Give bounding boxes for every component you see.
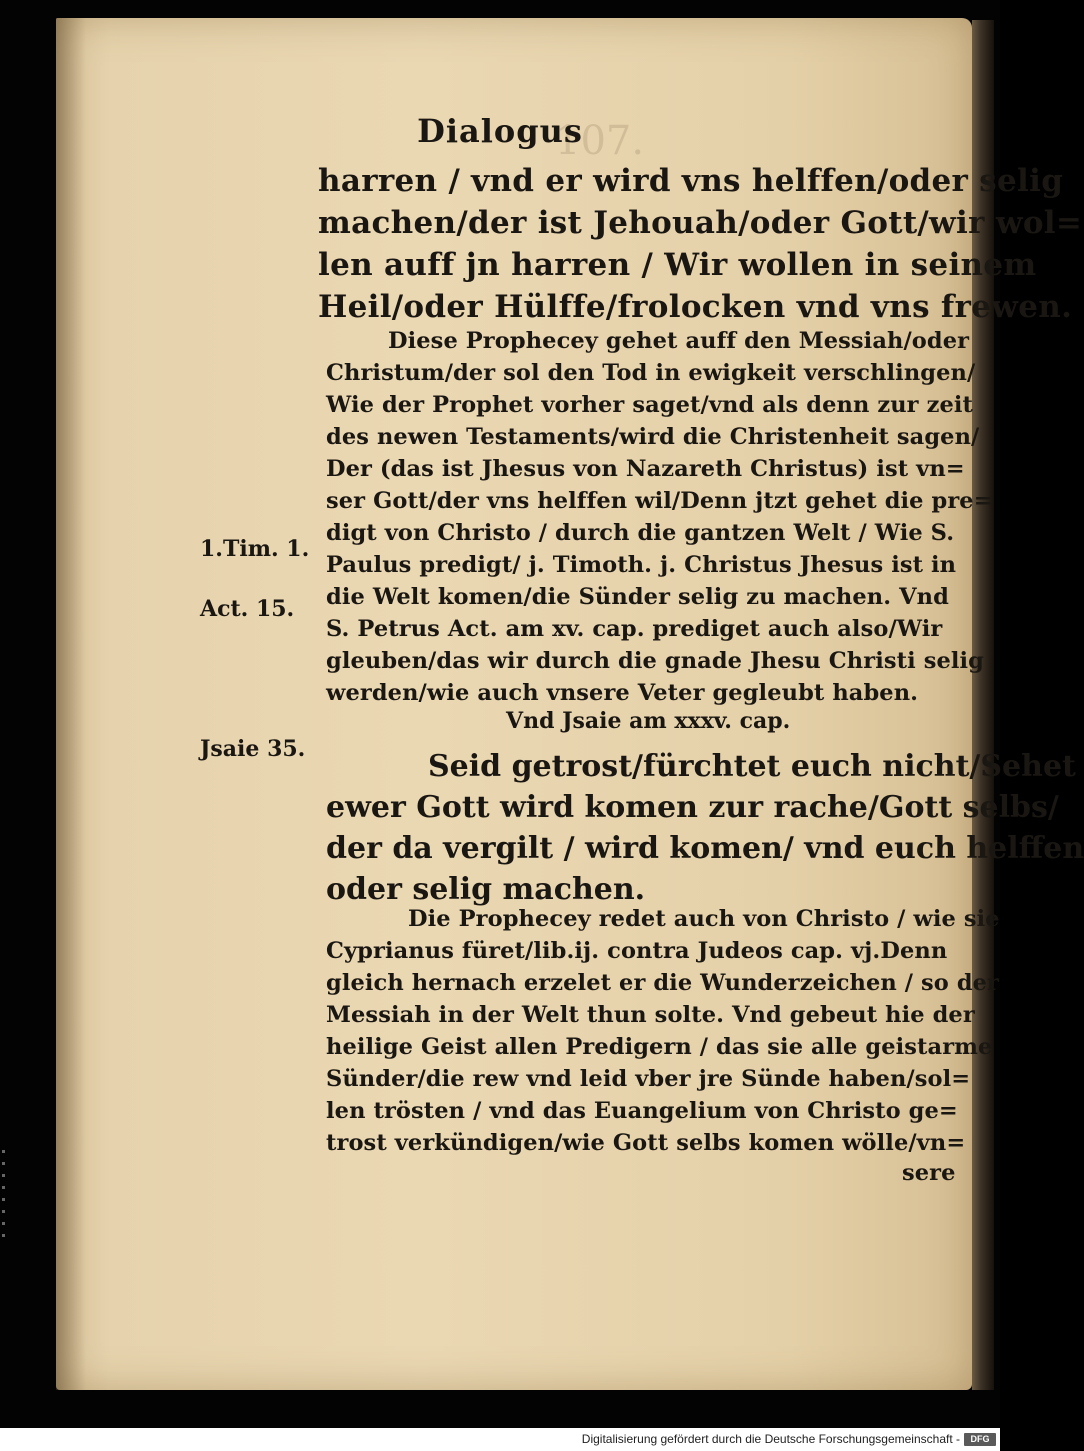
text-line: Sünder/die rew vnd leid vber jre Sünde haben/sol= [326,1066,971,1092]
text-line: harren / vnd er wird vns helffen/oder selig [318,163,1064,199]
scanner-edge-marks [2,1150,5,1240]
text-line: Heil/oder Hülffe/frolocken vnd vns frewen. [318,289,1073,325]
text-line: Die Prophecey redet auch von Christo / wie sie [408,906,1000,932]
text-line: Der (das ist Jhesus von Nazareth Christus) ist vn= [326,456,965,482]
footer-bar [0,1428,1000,1451]
text-line: digt von Christo / durch die gantzen Welt / Wie S. [326,520,955,546]
text-line: Diese Prophecey gehet auff den Messiah/oder [388,328,970,354]
text-line: gleuben/das wir durch die gnade Jhesu Christi selig [326,648,985,674]
margin-note: 1.Tim. 1. [200,536,310,562]
text-line: oder selig machen. [326,872,646,907]
text-line: len trösten / vnd das Euangelium von Christo ge= [326,1098,958,1124]
text-line: die Welt komen/die Sünder selig zu machen. Vnd [326,584,949,610]
text-line: heilige Geist allen Predigern / das sie alle geistarme [326,1034,993,1060]
text-line: Messiah in der Welt thun solte. Vnd gebeut hie der [326,1002,975,1028]
text-line: ewer Gott wird komen zur rache/Gott selbs/ [326,790,1059,825]
text-line: machen/der ist Jehouah/oder Gott/wir wol= [318,205,1083,241]
margin-note: Jsaie 35. [200,736,306,762]
text-line: gleich hernach erzelet er die Wunderzeichen / so der [326,970,1000,996]
text-line: Seid getrost/fürchtet euch nicht/Sehet [428,749,1076,784]
text-line: der da vergilt / wird komen/ vnd euch helffen [326,831,1084,866]
dfg-logo: DFG [964,1433,996,1446]
text-line: ser Gott/der vns helffen wil/Denn jtzt gehet die pre= [326,488,993,514]
text-line: Cyprianus füret/lib.ij. contra Judeos cap. vj.Denn [326,938,948,964]
catchword: sere [902,1160,956,1186]
text-line: trost verkündigen/wie Gott selbs komen wölle/vn= [326,1130,966,1156]
text-line: S. Petrus Act. am xv. cap. prediget auch also/Wir [326,616,943,642]
text-line: des newen Testaments/wird die Christenheit sagen/ [326,424,980,450]
text-line: len auff jn harren / Wir wollen in seinem [318,247,1037,283]
footer-credit: Digitalisierung gefördert durch die Deutsche Forschungsgemeinschaft - [581,1432,960,1446]
margin-note: Act. 15. [200,596,295,622]
running-head: Dialogus [417,112,583,150]
text-line: Paulus predigt/ j. Timoth. j. Christus Jhesus ist in [326,552,957,578]
text-line: Wie der Prophet vorher saget/vnd als denn zur zeit [326,392,973,418]
show-through-ghost: 107. [555,118,645,164]
gutter-shadow [56,18,86,1390]
text-line: Christum/der sol den Tod in ewigkeit verschlingen/ [326,360,976,386]
section-heading: Vnd Jsaie am xxxv. cap. [506,708,791,734]
text-line: werden/wie auch vnsere Veter gegleubt haben. [326,680,919,706]
